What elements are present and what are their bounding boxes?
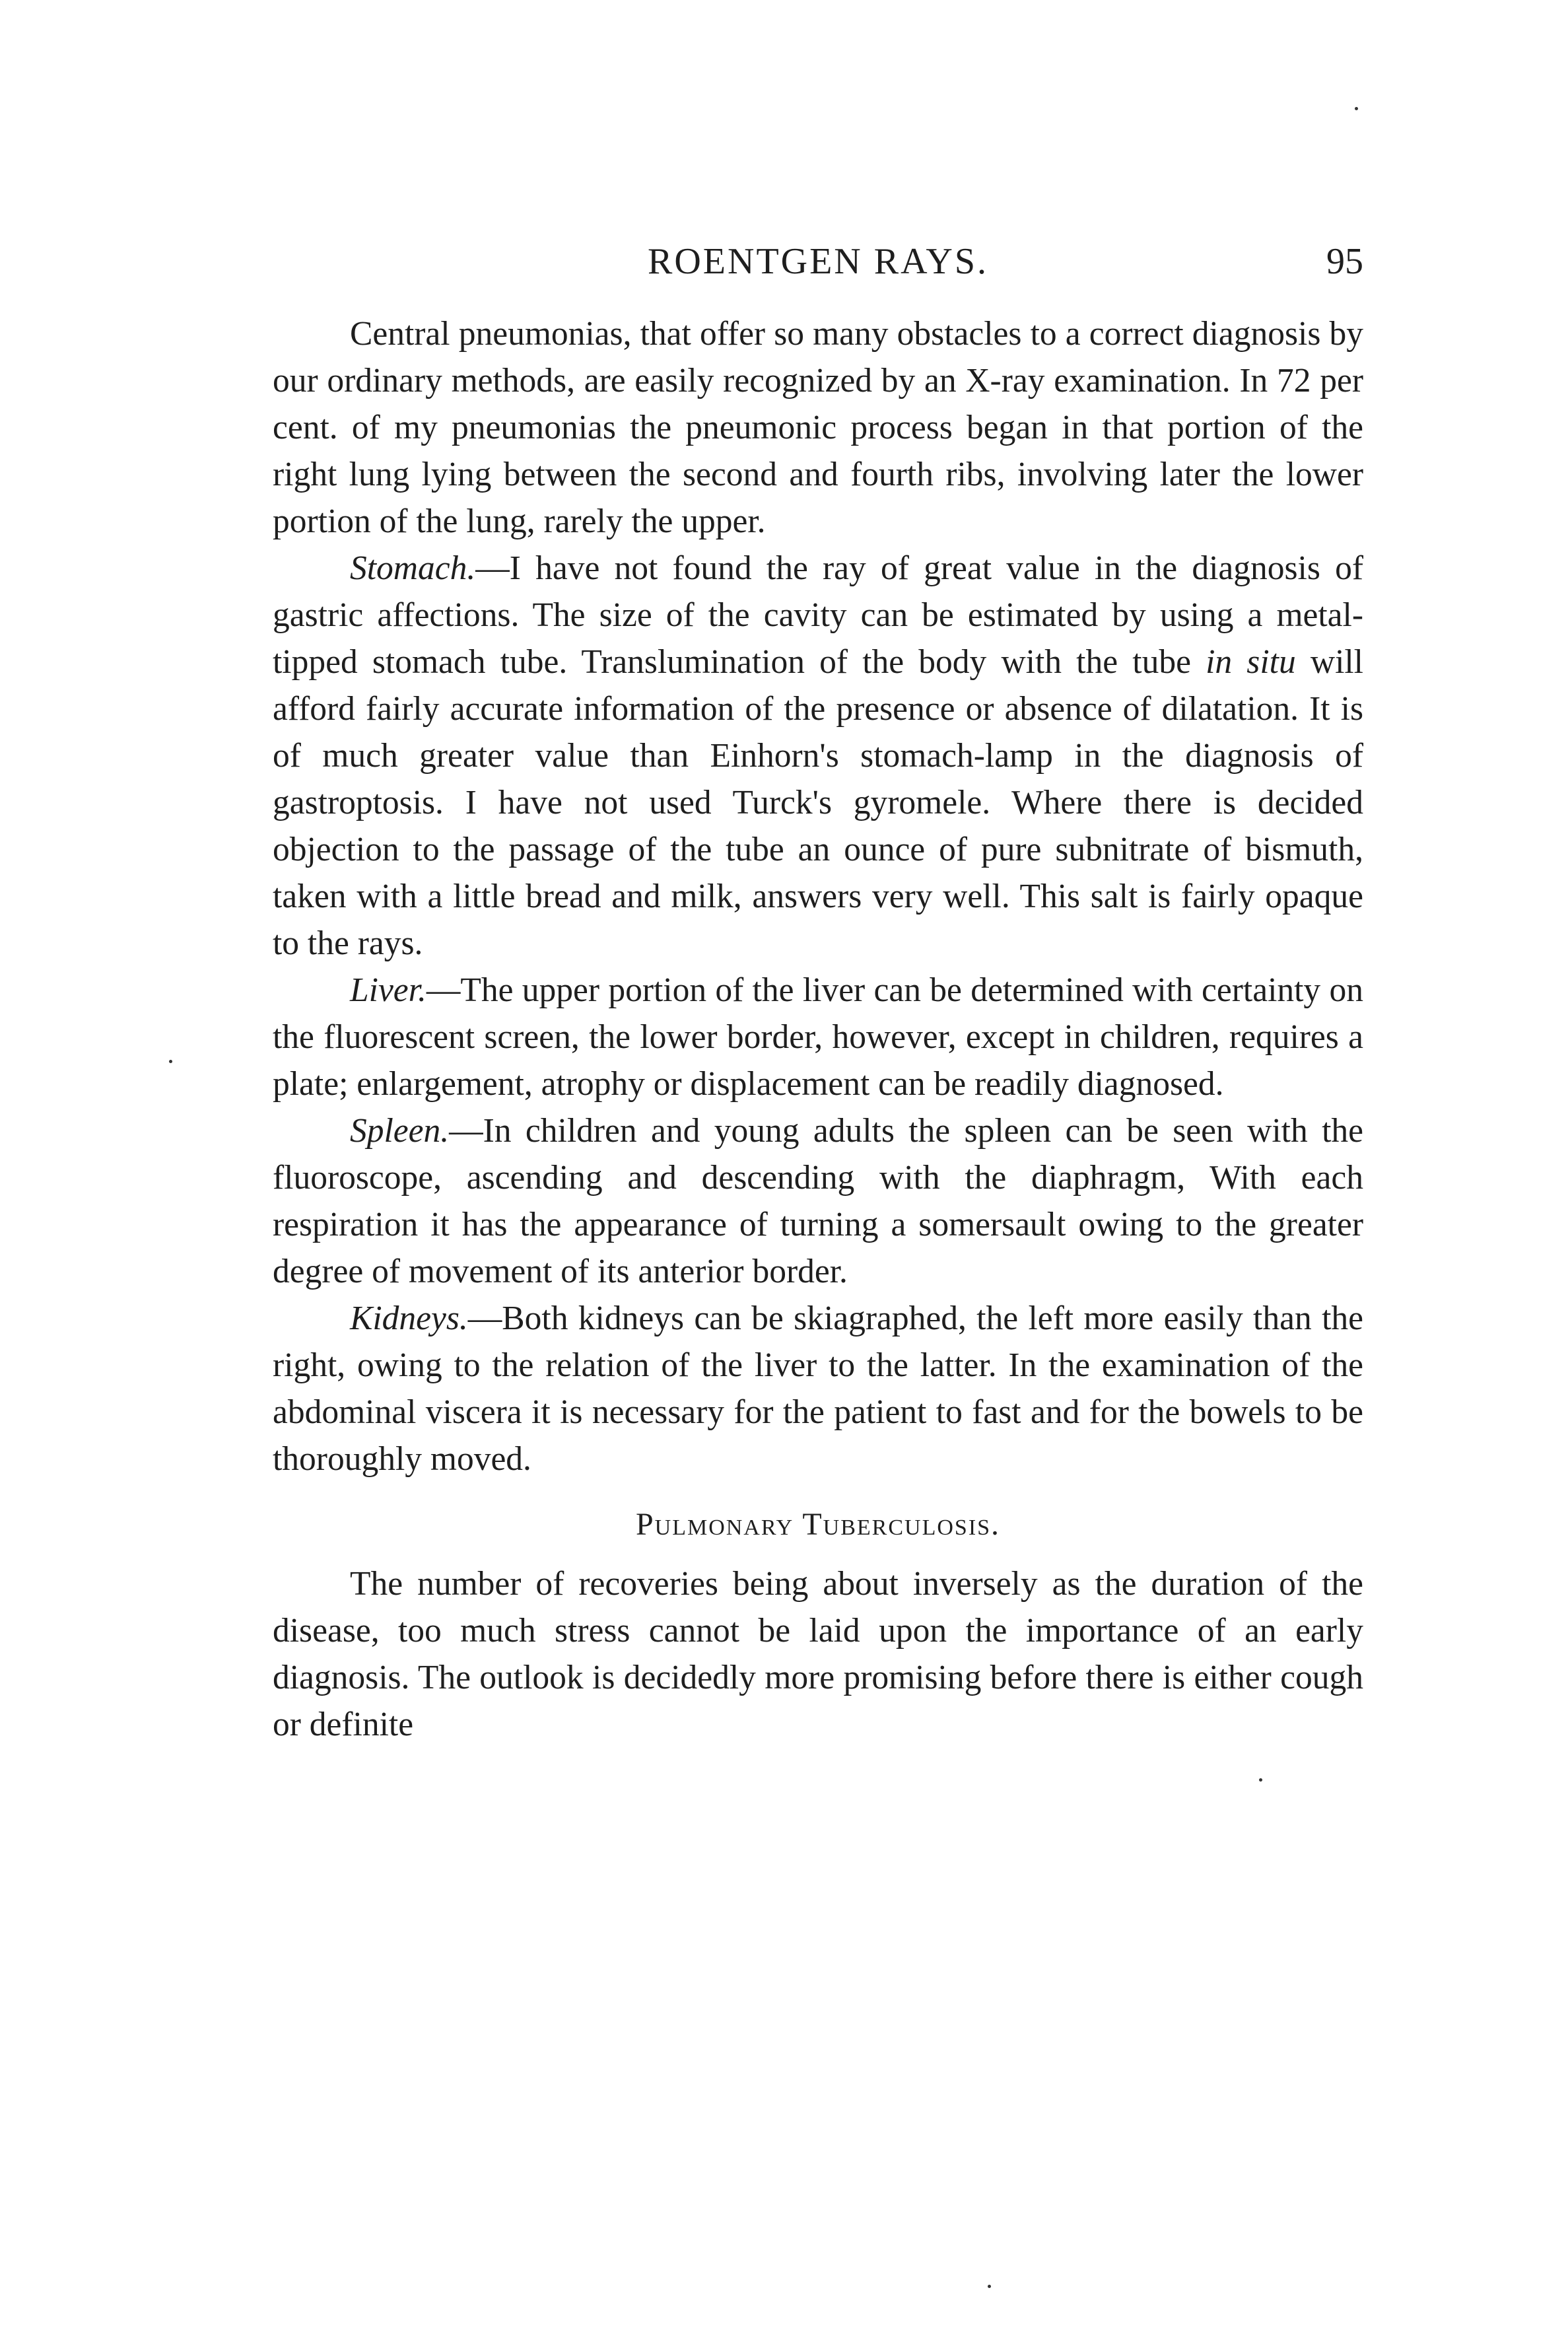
print-speck-bottom [988,2285,991,2288]
paragraph-pneumonias: Central pneumonias, that offer so many obstacles to a correct diagnosis by our ordinary methods, are easily recognized by an X-ray examination. In 72 per cent. of my pneumonias the pneumonic process began in that portion of the right lung lying between the second and fourth ribs, involving later the lower portion of the lung, rarely the upper. [273,315,1363,540]
paragraph-kidneys [273,1295,1363,1482]
print-speck-top [1355,107,1358,110]
running-head: ROENTGEN RAYS. [648,241,988,282]
liver-text: —The upper portion of the liver can be determined with certainty on the fluorescent screen, the lower border, however, except in children, requires a plate; enlargement, atrophy or displacement can be readily diagnosed. [273,971,1363,1103]
paragraph-spleen [273,1107,1363,1295]
stomach-text: —I have not found the ray of great value in the diagnosis of gastric affections. The size of the cavity can be estimated by using a metal-tipped stomach tube. Translumination of the body with the tube [273,549,1363,681]
spleen-heading: Spleen. [350,1112,450,1150]
section-heading: Pulmonary Tuberculosis. [635,1507,1001,1542]
stomach-text-continued: will afford fairly accurate information of the presence or absence of dilatation. It is of much greater value than Einhorn's stomach-lamp in the diagnosis of gastroptosis. I have not used Turck's gyromele. Where there is decided objection to the passage of the tube an ounce of pure subnitrate of bismuth, taken with a little bread and milk, answers very well. This salt is fairly opaque to the rays. [273,643,1363,962]
liver-heading: Liver. [350,971,426,1009]
page-header [273,235,1363,288]
paragraph-stomach [273,545,1363,967]
body-text [273,310,1363,1748]
page-number: 95 [1326,241,1363,282]
kidneys-text: —Both kidneys can be skiagraphed, the left more easily than the right, owing to the relation of the liver to the latter. In the examination of the abdominal viscera it is necessary for the patient to fast and for the bowels to be thoroughly moved. [273,1300,1363,1478]
in-situ-phrase: in situ [1206,643,1296,681]
paragraph-tuberculosis: The number of recoveries being about inversely as the duration of the disease, too much stress cannot be laid upon the importance of an early diagnosis. The outlook is decidedly more promising before there is either cough or definite [273,1565,1363,1743]
kidneys-heading: Kidneys. [350,1300,468,1337]
paragraph-liver [273,967,1363,1107]
print-speck-margin [169,1060,172,1063]
spleen-text: —In children and young adults the spleen can be seen with the fluoroscope, ascending and descending with the diaphragm, With each respiration it has the appearance of turning a somersault owing to the greater degree of movement of its anterior border. [273,1112,1363,1290]
stomach-heading: Stomach. [350,549,476,587]
print-speck-right [1259,1778,1262,1782]
